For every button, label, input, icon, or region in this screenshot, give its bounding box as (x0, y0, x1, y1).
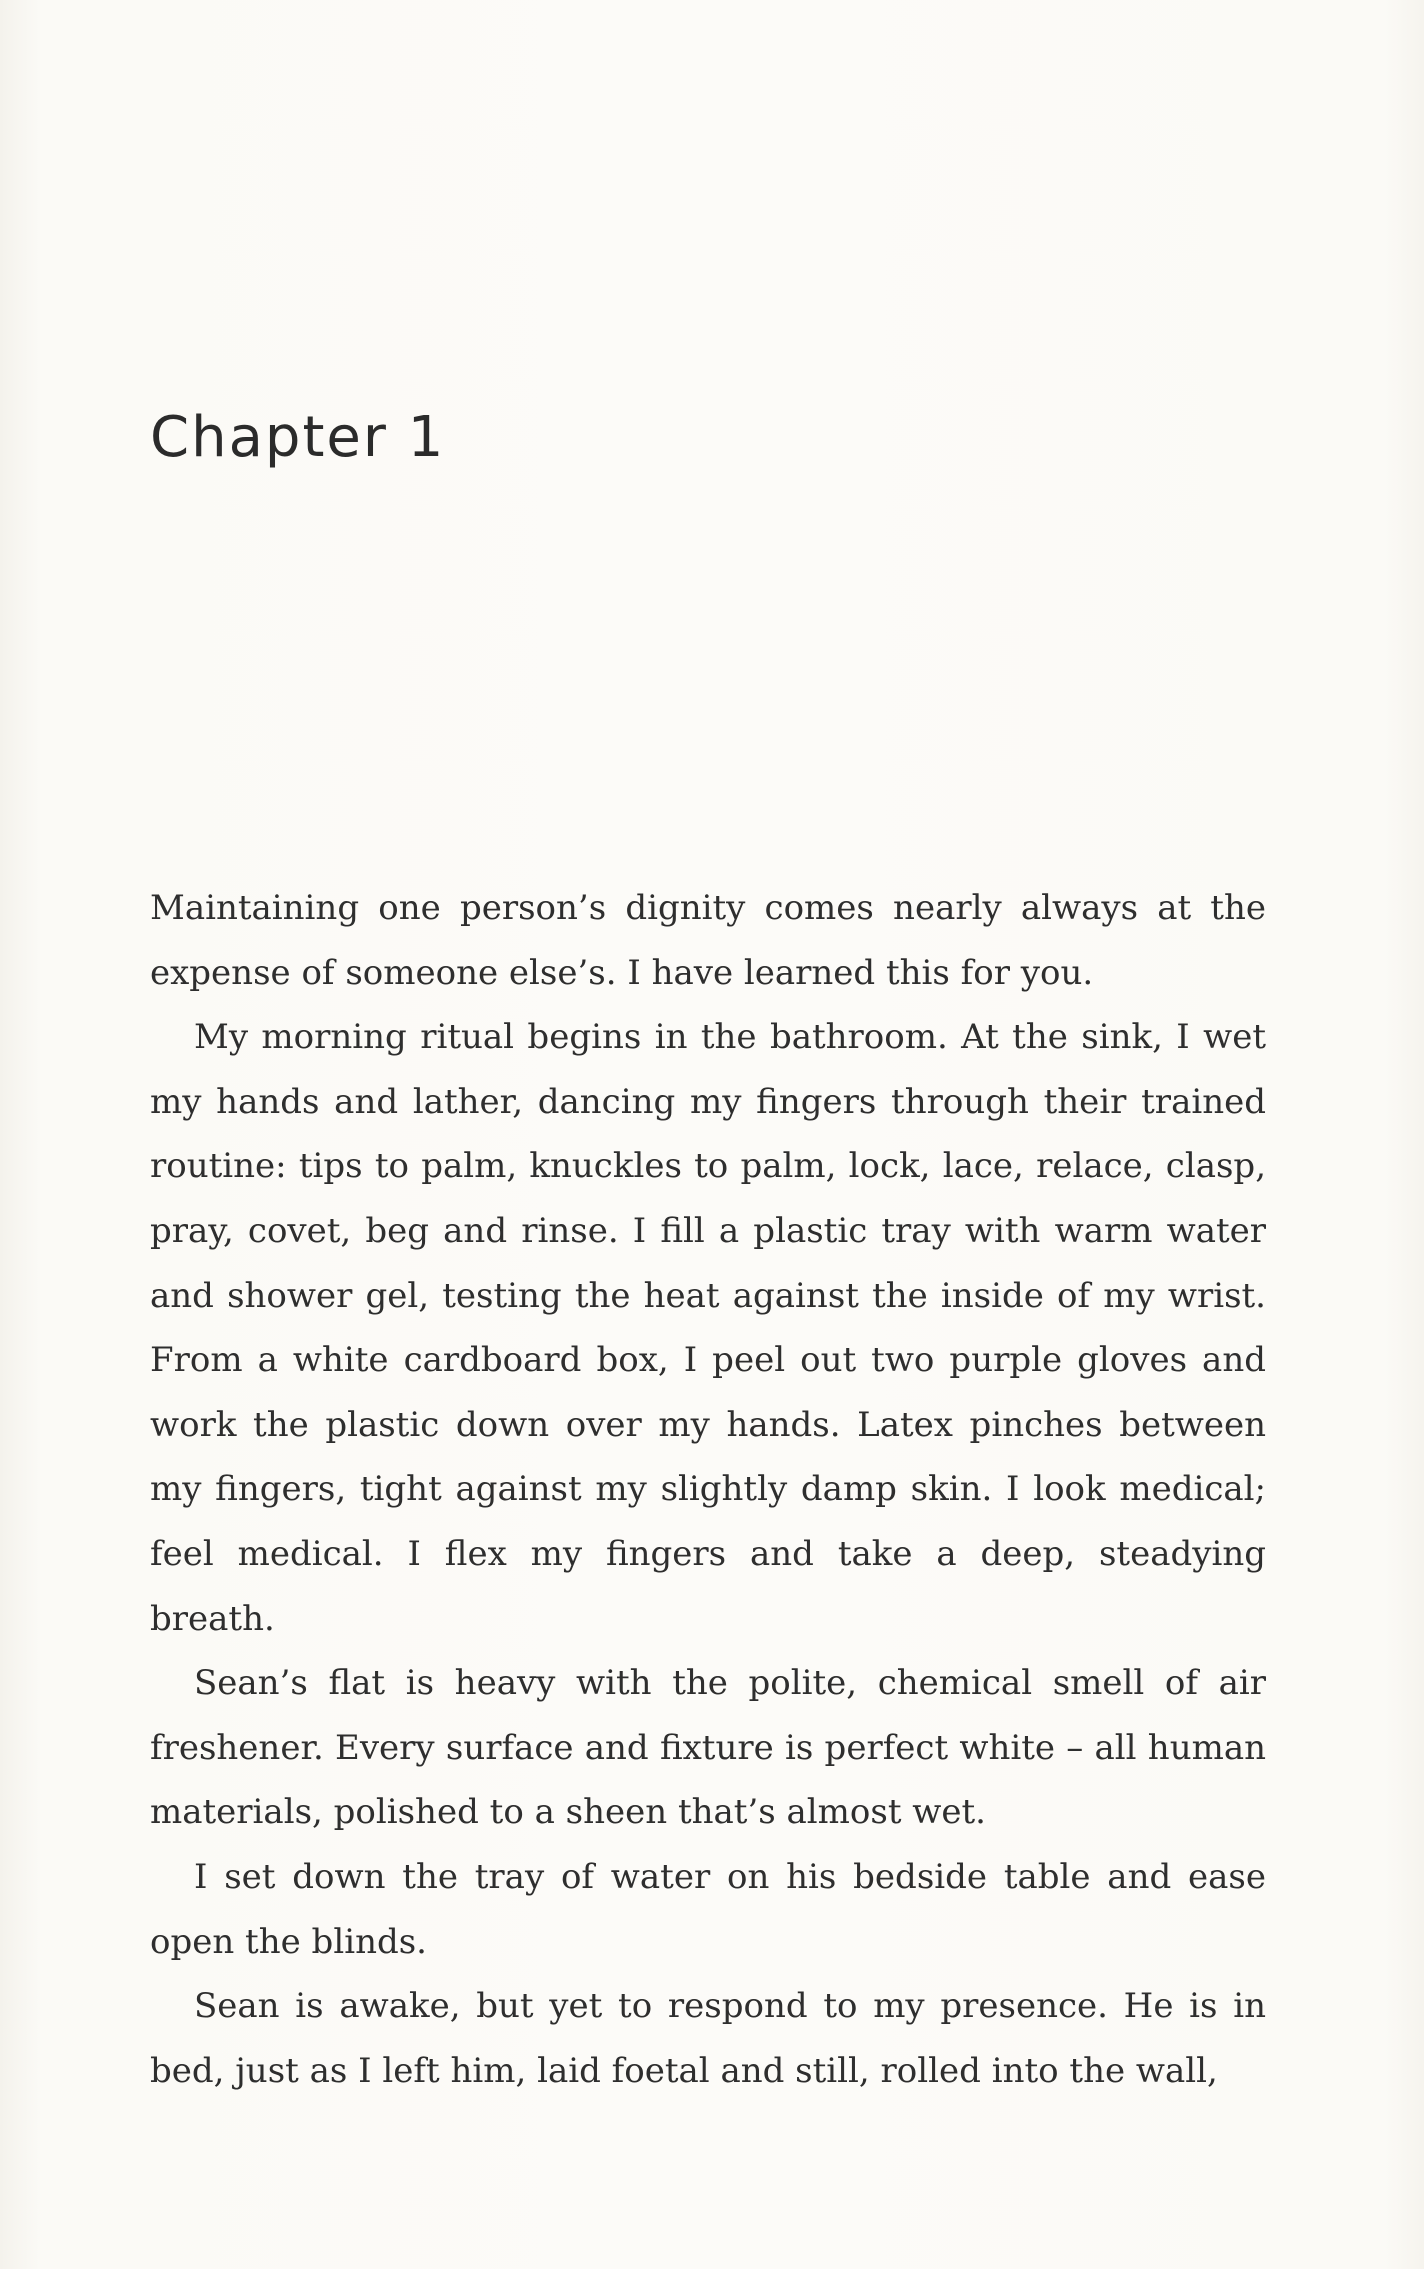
paragraph-3: Sean’s flat is heavy with the polite, chemical smell of air freshener. Every surface and fixture is perfect white – all human materials, polished to a sheen that’s almost wet. (150, 1663, 1266, 1833)
chapter-body (150, 876, 1266, 2103)
paragraph-2: My morning ritual begins in the bathroom. At the sink, I wet my hands and lather, dancing my fingers through their trained routine: tips to palm, knuckles to palm, lock, lace, relace, clasp, pray, covet, beg and rinse. I fill a plastic tray with warm water and shower gel, testing the heat against the inside of my wrist. From a white cardboard box, I peel out two purple gloves and work the plastic down over my hands. Latex pinches between my fingers, tight against my slightly damp skin. I look medical; feel medical. I flex my fingers and take a deep, steadying breath. (150, 1017, 1266, 1639)
paragraph-4: I set down the tray of water on his bedside table and ease open the blinds. (150, 1856, 1266, 1962)
paragraph-1: Maintaining one person’s dignity comes nearly always at the expense of someone else’s. I have learned this for you. (150, 888, 1266, 993)
paragraph-5: Sean is awake, but yet to respond to my presence. He is in bed, just as I left him, laid foetal and still, rolled into the wall, (150, 1986, 1266, 2091)
chapter-heading: Chapter 1 (150, 405, 446, 470)
